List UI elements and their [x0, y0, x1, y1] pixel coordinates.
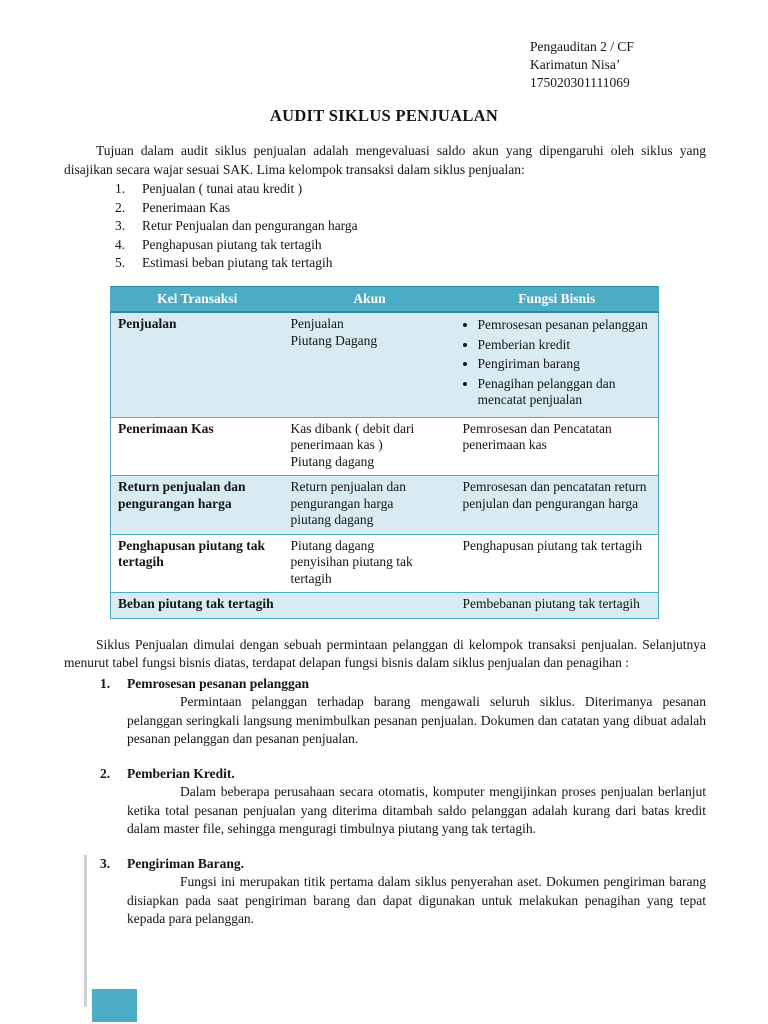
list-text: Retur Penjualan dan pengurangan harga [142, 218, 358, 233]
author-header [530, 38, 634, 92]
akun-line: penyisihan piutang tak tertagih [290, 554, 413, 586]
table-row [111, 476, 659, 535]
akun-line: Penjualan [290, 316, 344, 331]
akun-line: Kas dibank ( debit dari penerimaan kas ) [290, 420, 415, 452]
fungsi-bullet: • Penagihan pelanggan dan mencatat penjualan [478, 376, 652, 409]
list-number: 3. [115, 218, 126, 233]
cycle-paragraph: Siklus Penjualan dimulai dengan sebuah permintaan pelanggan di kelompok transaksi penjualan. Selanjutnya menurut tabel fungsi bisnis diatas, terdapat delapan fungsi bisnis dalam siklus penjualan dan penagihan : [64, 636, 706, 670]
cell-fungsi: Pemrosesan dan pencatatan return penjulan dan pengurangan harga [456, 476, 659, 535]
table-row [111, 417, 659, 476]
column-header-akun: Akun [284, 286, 456, 312]
transaction-list [115, 180, 706, 273]
business-function-table [110, 286, 659, 619]
student-id: 175020301111069 [530, 75, 630, 90]
list-number: 5. [115, 255, 126, 270]
table-row [111, 534, 659, 593]
list-text: Penghapusan piutang tak tertagih [142, 236, 322, 252]
cell-fungsi: Pemrosesan dan Pencatatan penerimaan kas [456, 417, 659, 476]
akun-line: Piutang Dagang [290, 332, 378, 348]
section-number: 3. [100, 855, 111, 871]
section-text: Dalam beberapa perusahaan secara otomatis, komputer mengijinkan proses penjualan berlanjut ketika total pesanan penjualan yang diterima ditambah saldo pelanggan adalah kurang dari batas kredit dalam master file, sehingga menguragi timbulnya piutang yang tak tertagih. [127, 784, 706, 836]
cell-kel: Penerimaan Kas [111, 417, 284, 476]
list-text: Penjualan ( tunai atau kredit ) [142, 181, 303, 196]
cell-akun [284, 417, 456, 476]
cell-kel: Penghapusan piutang tak tertagih [111, 534, 284, 593]
list-item [115, 199, 706, 218]
list-number: 1. [115, 181, 126, 196]
section-heading-text: Pemberian Kredit. [127, 765, 235, 781]
fungsi-bullet: • Pengiriman barang [478, 356, 652, 373]
akun-line: piutang dagang [290, 512, 374, 527]
author-name: Karimatun Nisa’ [530, 57, 621, 72]
section-heading [100, 855, 706, 874]
section-pemrosesan-pesanan [100, 675, 706, 749]
list-number: 2. [115, 199, 126, 215]
table-row [111, 312, 659, 417]
cell-akun [284, 534, 456, 593]
akun-line: Piutang dagang [290, 453, 375, 469]
cell-fungsi: Penghapusan piutang tak tertagih [456, 534, 659, 593]
list-item [115, 236, 706, 255]
section-pemberian-kredit [100, 765, 706, 839]
list-text: Penerimaan Kas [142, 199, 231, 215]
cell-akun [284, 593, 456, 619]
column-header-fungsi-bisnis: Fungsi Bisnis [456, 286, 659, 312]
section-heading [100, 675, 706, 694]
cell-kel: Penjualan [111, 312, 284, 417]
table-row [111, 593, 659, 619]
section-number: 1. [100, 675, 111, 691]
section-text: Fungsi ini merupakan titik pertama dalam siklus penyerahan aset. Dokumen pengiriman barang disiapkan pada saat pengiriman barang dan dapat digunakan untuk melakukan penagihan yang tepat kepada para pelanggan. [127, 874, 706, 926]
cell-fungsi [456, 312, 659, 417]
section-number: 2. [100, 765, 111, 781]
next-page-table-fragment [92, 989, 137, 1022]
list-item [115, 254, 706, 273]
fungsi-bullet: • Pemrosesan pesanan pelanggan [478, 317, 652, 334]
cell-akun [284, 312, 456, 417]
section-text: Permintaan pelanggan terhadap barang mengawali seluruh siklus. Diterimanya pesanan pelanggan seringkali langsung menimbulkan pesanan penjualan. Dokumen dan catatan yang dibuat adalah pesanan pelanggan dan pesanan penjualan. [127, 694, 706, 746]
cell-akun [284, 476, 456, 535]
cell-kel: Return penjualan dan pengurangan harga [111, 476, 284, 535]
section-pengiriman-barang [100, 855, 706, 929]
list-item [115, 180, 706, 199]
page-title: AUDIT SIKLUS PENJUALAN [269, 106, 499, 125]
intro-paragraph: Tujuan dalam audit siklus penjualan adalah mengevaluasi saldo akun yang dipengaruhi oleh siklus yang disajikan secara wajar sesuai SAK. Lima kelompok transaksi dalam siklus penjualan: [64, 143, 706, 177]
course-label: Pengauditan 2 / CF [530, 39, 634, 54]
cell-fungsi: Pembebanan piutang tak tertagih [456, 593, 659, 619]
list-item [115, 217, 706, 236]
akun-line: Return penjualan dan pengurangan harga [290, 479, 406, 511]
list-number: 4. [115, 236, 126, 252]
cell-kel: Beban piutang tak tertagih [111, 593, 284, 619]
fungsi-bullet: • Pemberian kredit [478, 337, 652, 354]
akun-line: Piutang dagang [290, 537, 375, 553]
section-heading-text: Pengiriman Barang. [127, 855, 244, 871]
section-heading-text: Pemrosesan pesanan pelanggan [127, 675, 310, 691]
list-text: Estimasi beban piutang tak tertagih [142, 255, 333, 270]
fungsi-bullet-list [463, 317, 652, 409]
next-page-edge [84, 855, 87, 1007]
document-body [64, 142, 706, 929]
column-header-kel-transaksi: Kel Transaksi [111, 286, 284, 312]
table-header-row [111, 286, 659, 312]
section-heading [100, 765, 706, 784]
